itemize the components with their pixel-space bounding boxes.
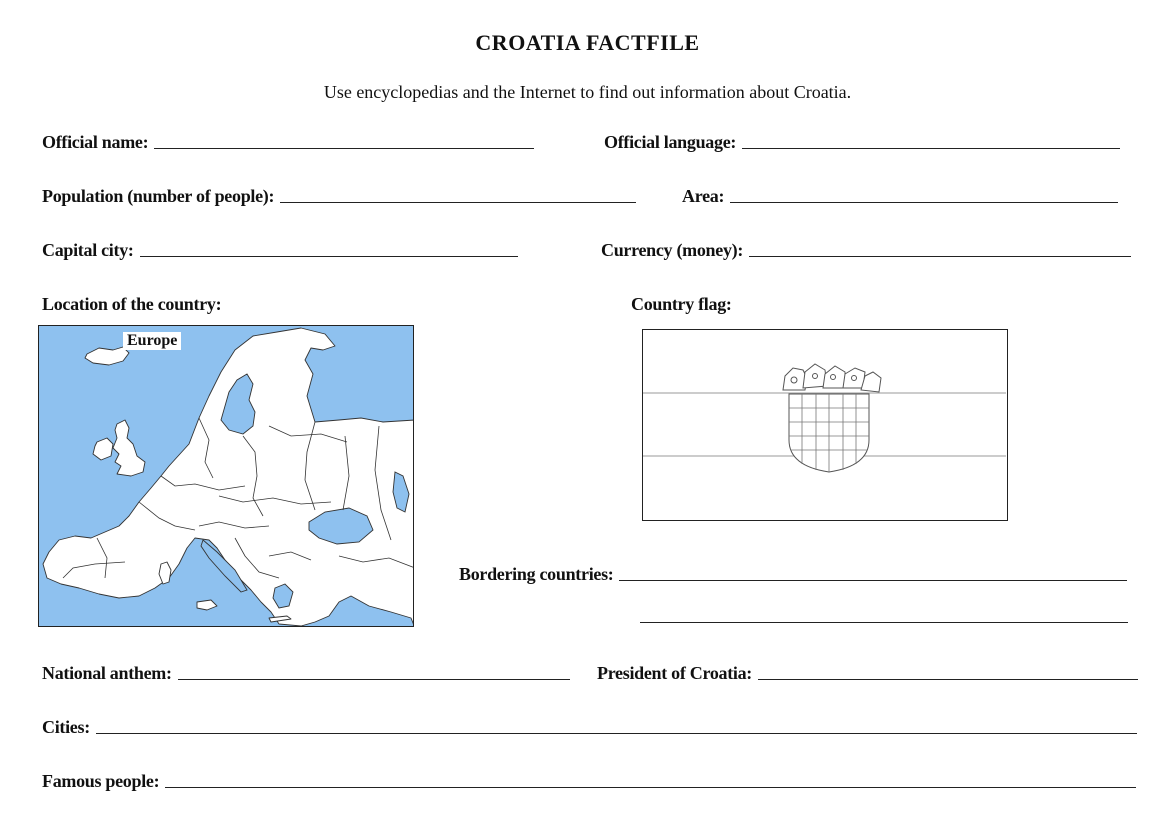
president-field: [597, 659, 1138, 683]
population-answer-line[interactable]: [280, 202, 636, 203]
location-field: [42, 290, 362, 314]
croatia-flag-outline: [643, 330, 1006, 519]
official-name-field: [42, 128, 534, 152]
currency-label: Currency (money):: [601, 240, 744, 260]
official-name-label: Official name:: [42, 132, 149, 152]
official-language-answer-line[interactable]: [742, 148, 1120, 149]
flag-field: [631, 290, 871, 314]
anthem-field: [42, 659, 570, 683]
europe-map: [38, 325, 414, 627]
map-label: Europe: [123, 332, 181, 350]
famous-people-field: [42, 767, 1136, 791]
currency-answer-line[interactable]: [749, 256, 1131, 257]
flag-label: Country flag:: [631, 294, 732, 314]
anthem-label: National anthem:: [42, 663, 172, 683]
page-title: CROATIA FACTFILE: [475, 30, 700, 55]
president-label: President of Croatia:: [597, 663, 753, 683]
anthem-answer-line[interactable]: [178, 679, 570, 680]
official-name-answer-line[interactable]: [154, 148, 534, 149]
capital-answer-line[interactable]: [140, 256, 518, 257]
capital-field: [42, 236, 518, 260]
population-label: Population (number of people):: [42, 186, 275, 206]
official-language-field: [604, 128, 1120, 152]
location-label: Location of the country:: [42, 294, 222, 314]
area-answer-line[interactable]: [730, 202, 1118, 203]
official-language-label: Official language:: [604, 132, 737, 152]
famous-people-label: Famous people:: [42, 771, 160, 791]
bordering-field-2: [640, 602, 1128, 626]
cities-label: Cities:: [42, 717, 90, 737]
capital-label: Capital city:: [42, 240, 134, 260]
area-field: [682, 182, 1118, 206]
cities-answer-line[interactable]: [96, 733, 1137, 734]
president-answer-line[interactable]: [758, 679, 1138, 680]
bordering-answer-line-2[interactable]: [640, 622, 1128, 623]
famous-people-answer-line[interactable]: [165, 787, 1136, 788]
bordering-answer-line-1[interactable]: [619, 580, 1127, 581]
croatia-flag[interactable]: [642, 329, 1008, 521]
europe-map-illustration: [39, 326, 414, 627]
bordering-field: [459, 560, 1127, 584]
bordering-label: Bordering countries:: [459, 564, 614, 584]
area-label: Area:: [682, 186, 725, 206]
instructions: Use encyclopedias and the Internet to find out information about Croatia.: [323, 82, 852, 102]
currency-field: [601, 236, 1131, 260]
population-field: [42, 182, 636, 206]
cities-field: [42, 713, 1137, 737]
